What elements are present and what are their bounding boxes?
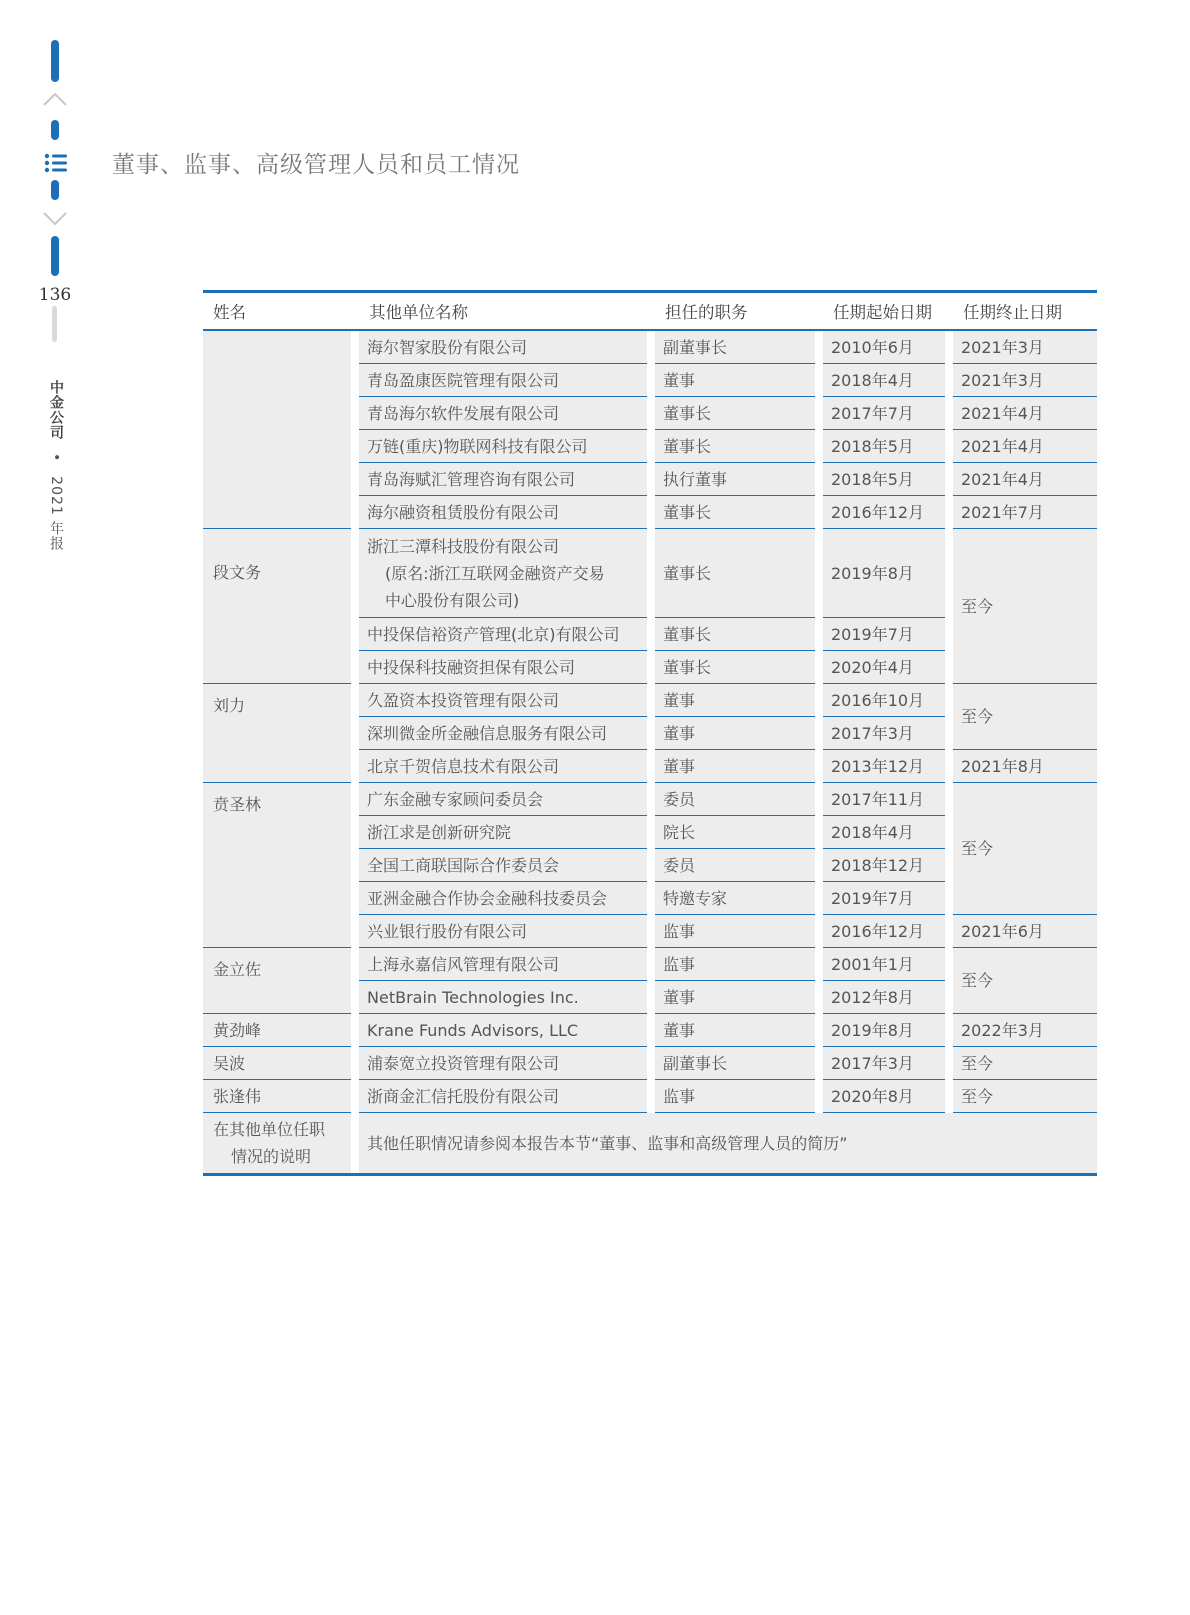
role-cell: 监事 — [655, 948, 815, 981]
start-cell: 2017年7月 — [823, 397, 945, 430]
org-cell: 浦泰宽立投资管理有限公司 — [359, 1047, 647, 1080]
table-row — [203, 783, 1097, 816]
role-cell: 董事长 — [655, 529, 815, 618]
note-text: 其他任职情况请参阅本报告本节“董事、监事和高级管理人员的简历” — [359, 1113, 1097, 1176]
rail-bar-gray — [52, 306, 57, 342]
list-icon[interactable] — [44, 153, 68, 173]
name-cell: 刘力 — [203, 684, 351, 783]
end-cell: 2021年3月 — [953, 364, 1097, 397]
rail-bar-mid-lower — [51, 180, 59, 200]
start-cell: 2013年12月 — [823, 750, 945, 783]
note-label — [203, 1113, 351, 1176]
org-cell: Krane Funds Advisors, LLC — [359, 1014, 647, 1047]
header-role: 担任的职务 — [655, 293, 815, 331]
start-cell: 2017年11月 — [823, 783, 945, 816]
table-row — [203, 1014, 1097, 1047]
org-cell: 全国工商联国际合作委员会 — [359, 849, 647, 882]
role-cell: 董事 — [655, 981, 815, 1014]
report-year: 2021 年报 — [48, 476, 64, 552]
report-label — [46, 380, 66, 551]
table-header-row — [203, 293, 1097, 331]
page-title: 董事、监事、高级管理人员和员工情况 — [112, 152, 520, 178]
name-cell: 贲圣林 — [203, 783, 351, 948]
name-cell: 金立佐 — [203, 948, 351, 1014]
start-cell: 2012年8月 — [823, 981, 945, 1014]
role-cell: 董事 — [655, 750, 815, 783]
org-cell: 深圳微金所金融信息服务有限公司 — [359, 717, 647, 750]
role-cell: 董事长 — [655, 430, 815, 463]
role-cell: 副董事长 — [655, 1047, 815, 1080]
org-cell: 万链(重庆)物联网科技有限公司 — [359, 430, 647, 463]
end-cell: 至今 — [953, 1080, 1097, 1113]
start-cell: 2018年5月 — [823, 463, 945, 496]
start-cell: 2016年12月 — [823, 915, 945, 948]
org-cell: 青岛海尔软件发展有限公司 — [359, 397, 647, 430]
org-cell: 中投保信裕资产管理(北京)有限公司 — [359, 618, 647, 651]
table-row — [203, 684, 1097, 717]
table-row — [203, 1080, 1097, 1113]
end-cell: 2021年4月 — [953, 397, 1097, 430]
role-cell: 董事长 — [655, 496, 815, 529]
role-cell: 董事长 — [655, 397, 815, 430]
start-cell: 2016年12月 — [823, 496, 945, 529]
org-cell: 兴业银行股份有限公司 — [359, 915, 647, 948]
rail-bar-top — [51, 40, 59, 82]
org-cell: 海尔智家股份有限公司 — [359, 331, 647, 364]
name-cell: 吴波 — [203, 1047, 351, 1080]
org-line: 中心股份有限公司) — [385, 590, 520, 610]
start-cell: 2018年5月 — [823, 430, 945, 463]
end-cell: 2021年8月 — [953, 750, 1097, 783]
role-cell: 董事长 — [655, 651, 815, 684]
start-cell: 2016年10月 — [823, 684, 945, 717]
start-cell: 2020年8月 — [823, 1080, 945, 1113]
name-cell: 黄劲峰 — [203, 1014, 351, 1047]
org-cell: 青岛盈康医院管理有限公司 — [359, 364, 647, 397]
role-cell: 委员 — [655, 783, 815, 816]
org-cell: 广东金融专家顾问委员会 — [359, 783, 647, 816]
end-cell: 至今 — [953, 529, 1097, 684]
header-end: 任期终止日期 — [953, 293, 1097, 331]
note-label-line: 情况的说明 — [231, 1147, 312, 1166]
role-cell: 委员 — [655, 849, 815, 882]
start-cell: 2019年7月 — [823, 618, 945, 651]
separator-dot: • — [48, 453, 64, 463]
end-cell: 2021年6月 — [953, 915, 1097, 948]
header-name: 姓名 — [203, 293, 351, 331]
org-cell — [359, 529, 647, 618]
end-cell: 2021年4月 — [953, 430, 1097, 463]
name-cell: 段文务 — [203, 529, 351, 684]
role-cell: 董事长 — [655, 618, 815, 651]
org-cell: 北京千贺信息技术有限公司 — [359, 750, 647, 783]
org-cell: NetBrain Technologies Inc. — [359, 981, 647, 1014]
brand-name: 中金公司 — [48, 380, 64, 440]
role-cell: 监事 — [655, 1080, 815, 1113]
org-cell: 亚洲金融合作协会金融科技委员会 — [359, 882, 647, 915]
start-cell: 2019年7月 — [823, 882, 945, 915]
org-cell: 久盈资本投资管理有限公司 — [359, 684, 647, 717]
org-cell: 海尔融资租赁股份有限公司 — [359, 496, 647, 529]
start-cell: 2018年4月 — [823, 364, 945, 397]
start-cell: 2017年3月 — [823, 1047, 945, 1080]
end-cell: 2021年3月 — [953, 331, 1097, 364]
start-cell: 2010年6月 — [823, 331, 945, 364]
table-row — [203, 331, 1097, 364]
role-cell: 董事 — [655, 1014, 815, 1047]
note-row — [203, 1113, 1097, 1176]
table-row — [203, 1047, 1097, 1080]
end-cell: 至今 — [953, 948, 1097, 1014]
org-cell: 浙江求是创新研究院 — [359, 816, 647, 849]
rail-bar-mid-upper — [51, 120, 59, 140]
page-number: 136 — [38, 285, 72, 305]
start-cell: 2001年1月 — [823, 948, 945, 981]
note-label-line: 在其他单位任职 — [213, 1120, 326, 1139]
org-cell: 浙商金汇信托股份有限公司 — [359, 1080, 647, 1113]
org-cell: 中投保科技融资担保有限公司 — [359, 651, 647, 684]
role-cell: 董事 — [655, 364, 815, 397]
start-cell: 2018年4月 — [823, 816, 945, 849]
role-cell: 董事 — [655, 717, 815, 750]
org-line: (原名:浙江互联网金融资产交易 — [385, 563, 605, 583]
name-cell: 张逢伟 — [203, 1080, 351, 1113]
role-cell: 院长 — [655, 816, 815, 849]
end-cell: 至今 — [953, 783, 1097, 915]
role-cell: 特邀专家 — [655, 882, 815, 915]
org-line: 浙江三潭科技股份有限公司 — [367, 536, 560, 556]
role-cell: 董事 — [655, 684, 815, 717]
end-cell: 2022年3月 — [953, 1014, 1097, 1047]
header-start: 任期起始日期 — [823, 293, 945, 331]
start-cell: 2020年4月 — [823, 651, 945, 684]
role-cell: 监事 — [655, 915, 815, 948]
directorship-table — [203, 290, 1097, 1176]
start-cell: 2018年12月 — [823, 849, 945, 882]
rail-bar-bottom — [51, 236, 59, 276]
org-cell: 上海永嘉信风管理有限公司 — [359, 948, 647, 981]
name-cell — [203, 331, 351, 529]
role-cell: 执行董事 — [655, 463, 815, 496]
end-cell: 2021年4月 — [953, 463, 1097, 496]
chevron-up-icon[interactable] — [42, 92, 68, 106]
chevron-down-icon[interactable] — [42, 212, 68, 226]
end-cell: 至今 — [953, 1047, 1097, 1080]
table-row — [203, 529, 1097, 618]
table-row — [203, 948, 1097, 981]
start-cell: 2017年3月 — [823, 717, 945, 750]
header-org: 其他单位名称 — [359, 293, 647, 331]
role-cell: 副董事长 — [655, 331, 815, 364]
end-cell: 至今 — [953, 684, 1097, 750]
end-cell: 2021年7月 — [953, 496, 1097, 529]
start-cell: 2019年8月 — [823, 529, 945, 618]
org-cell: 青岛海赋汇管理咨询有限公司 — [359, 463, 647, 496]
start-cell: 2019年8月 — [823, 1014, 945, 1047]
